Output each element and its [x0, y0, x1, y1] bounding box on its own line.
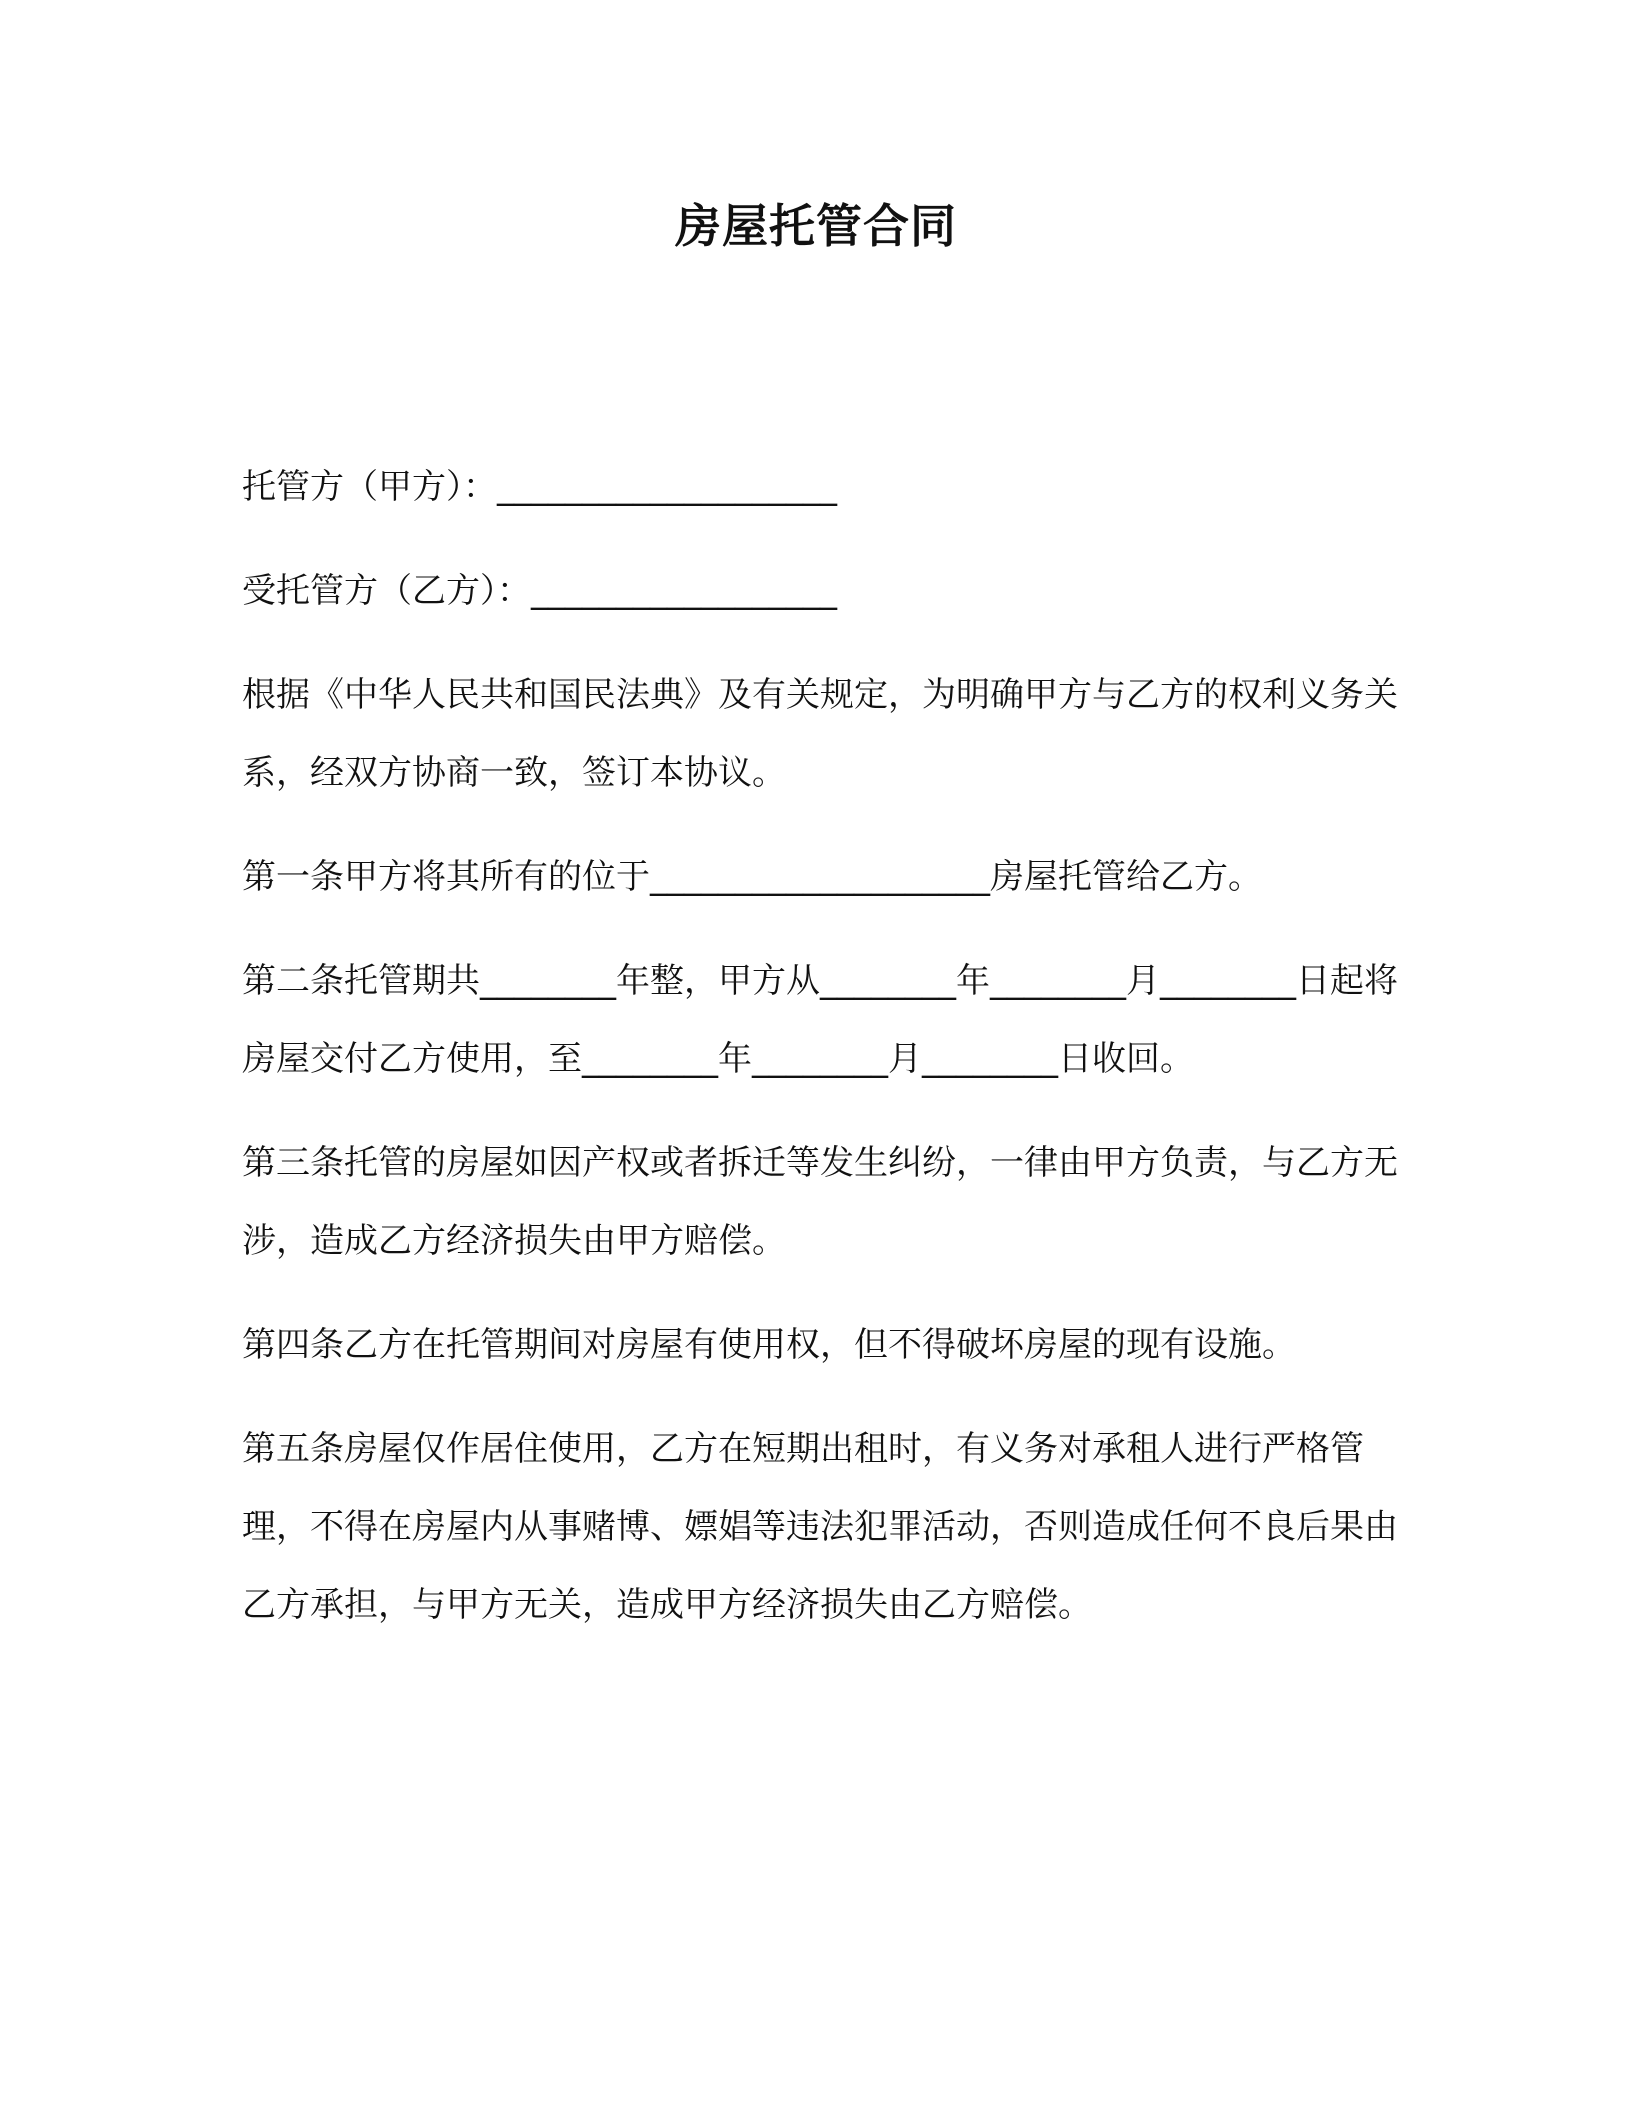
party-b-line: 受托管方（乙方）：__________________ [242, 571, 837, 611]
party-a-line: 托管方（甲方）：____________________ [242, 467, 837, 507]
document-title: 房屋托管合同 [675, 199, 957, 253]
document-body [242, 448, 1402, 1670]
article-3-paragraph: 第三条托管的房屋如因产权或者拆迁等发生纠纷，一律由甲方负责，与乙方无涉，造成乙方经济损失由甲方赔偿。 [242, 1143, 1398, 1261]
preamble-paragraph: 根据《中华人民共和国民法典》及有关规定，为明确甲方与乙方的权利义务关系，经双方协商一致，签订本协议。 [242, 675, 1398, 793]
article-5-paragraph: 第五条房屋仅作居住使用，乙方在短期出租时，有义务对承租人进行严格管理，不得在房屋内从事赌博、嫖娼等违法犯罪活动，否则造成任何不良后果由乙方承担，与甲方无关，造成甲方经济损失由乙方赔偿。 [242, 1429, 1398, 1625]
article-1-paragraph: 第一条甲方将其所有的位于____________________房屋托管给乙方。 [242, 857, 1262, 897]
article-2-paragraph: 第二条托管期共________年整，甲方从________年________月________日起将房屋交付乙方使用，至________年________月________日收回。 [242, 961, 1398, 1079]
article-4-paragraph: 第四条乙方在托管期间对房屋有使用权，但不得破坏房屋的现有设施。 [242, 1325, 1296, 1365]
